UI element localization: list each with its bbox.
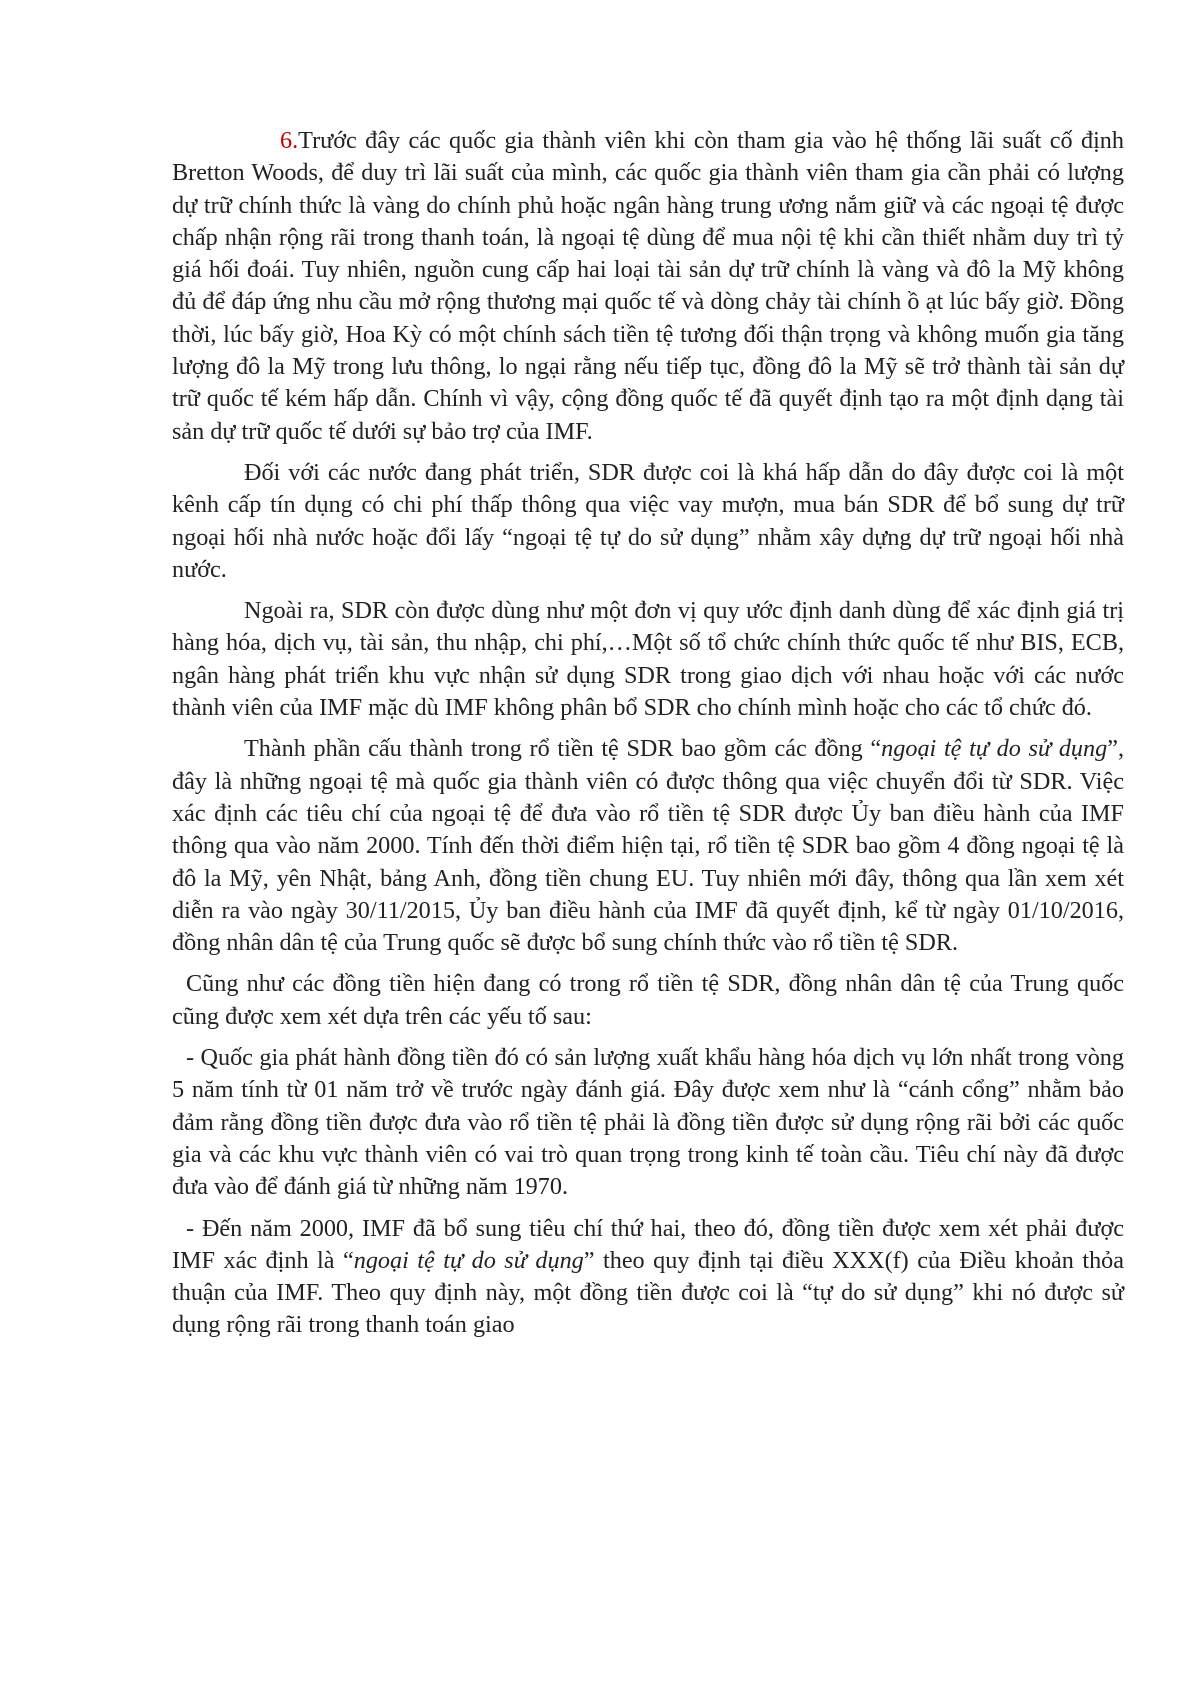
section-number: 6. bbox=[280, 127, 299, 154]
paragraph-7-text-after: ” theo quy định tại điều XXX(f) của Điều khoản thỏa thuận của IMF. Theo quy định này, một đồng tiền được coi là “tự do sử dụng” khi nó được sử dụng rộng rãi trong thanh toán giao bbox=[172, 1246, 1124, 1339]
paragraph-4-italic-term: ngoại tệ tự do sử dụng bbox=[881, 735, 1108, 763]
document-page bbox=[172, 125, 1124, 1342]
paragraph-2: Đối với các nước đang phát triển, SDR được coi là khá hấp dẫn do đây được coi là một kênh cấp tín dụng có chi phí thấp thông qua việc vay mượn, mua bán SDR để bổ sung dự trữ ngoại hối nhà nước hoặc đổi lấy “ngoại tệ tự do sử dụng” nhằm xây dựng dự trữ ngoại hối nhà nước. bbox=[172, 458, 1124, 583]
paragraph-4-text-after: ”, đây là những ngoại tệ mà quốc gia thành viên có được thông qua việc chuyển đổi từ SDR. Việc xác định các tiêu chí của ngoại tệ để đưa vào rổ tiền tệ SDR được Ủy ban điều hành của IMF thông qua vào năm 2000. Tính đến thời điểm hiện tại, rổ tiền tệ SDR bao gồm 4 đồng ngoại tệ là đô la Mỹ, yên Nhật, bảng Anh, đồng tiền chung EU. Tuy nhiên mới đây, thông qua lần xem xét diễn ra vào ngày 30/11/2015, Ủy ban điều hành của IMF đã quyết định, kể từ ngày 01/10/2016, đồng nhân dân tệ của Trung quốc sẽ được bổ sung chính thức vào rổ tiền tệ SDR. bbox=[172, 735, 1124, 957]
paragraph-4 bbox=[172, 733, 1124, 959]
bullet-paragraph-1: - Quốc gia phát hành đồng tiền đó có sản lượng xuất khẩu hàng hóa dịch vụ lớn nhất trong vòng 5 năm tính từ 01 năm trở về trước ngày đánh giá. Đây được xem như là “cánh cổng” nhằm bảo đảm rằng đồng tiền được đưa vào rổ tiền tệ phải là đồng tiền được sử dụng rộng rãi bởi các quốc gia và các khu vực thành viên có vai trò quan trọng trong kinh tế toàn cầu. Tiêu chí này đã được đưa vào để đánh giá từ những năm 1970. bbox=[172, 1044, 1124, 1201]
paragraph-1-text: Trước đây các quốc gia thành viên khi còn tham gia vào hệ thống lãi suất cố định Bretton Woods, để duy trì lãi suất của mình, các quốc gia thành viên tham gia cần phải có lượng dự trữ chính thức là vàng do chính phủ hoặc ngân hàng trung ương nắm giữ và các ngoại tệ được chấp nhận rộng rãi trong thanh toán, là ngoại tệ dùng để mua nội tệ khi cần thiết nhằm duy trì tỷ giá hối đoái. Tuy nhiên, nguồn cung cấp hai loại tài sản dự trữ chính là vàng và đô la Mỹ không đủ để đáp ứng nhu cầu mở rộng thương mại quốc tế và dòng chảy tài chính ồ ạt lúc bấy giờ. Đồng thời, lúc bấy giờ, Hoa Kỳ có một chính sách tiền tệ tương đối thận trọng và không muốn gia tăng lượng đô la Mỹ trong lưu thông, lo ngại rằng nếu tiếp tục, đồng đô la Mỹ sẽ trở thành tài sản dự trữ quốc tế kém hấp dẫn. Chính vì vậy, cộng đồng quốc tế đã quyết định tạo ra một định dạng tài sản dự trữ quốc tế dưới sự bảo trợ của IMF. bbox=[172, 127, 1124, 445]
paragraph-7-text-before: - Đến năm 2000, IMF đã bổ sung tiêu chí thứ hai, theo đó, đồng tiền được xem xét phải được IMF xác định là “ bbox=[172, 1214, 1124, 1274]
paragraph-1 bbox=[172, 125, 1124, 448]
paragraph-5: Cũng như các đồng tiền hiện đang có trong rổ tiền tệ SDR, đồng nhân dân tệ của Trung quốc cũng được xem xét dựa trên các yếu tố sau: bbox=[172, 970, 1124, 1030]
paragraph-7-italic-term: ngoại tệ tự do sử dụng bbox=[353, 1246, 584, 1274]
paragraph-3: Ngoài ra, SDR còn được dùng như một đơn vị quy ước định danh dùng để xác định giá trị hàng hóa, dịch vụ, tài sản, thu nhập, chi phí,…Một số tổ chức chính thức quốc tế như BIS, ECB, ngân hàng phát triển khu vực nhận sử dụng SDR trong giao dịch với nhau hoặc với các nước thành viên của IMF mặc dù IMF không phân bổ SDR cho chính mình hoặc cho các tổ chức đó. bbox=[172, 597, 1124, 722]
paragraph-4-text-before: Thành phần cấu thành trong rổ tiền tệ SDR bao gồm các đồng “ bbox=[244, 735, 882, 763]
bullet-paragraph-2 bbox=[172, 1213, 1124, 1342]
